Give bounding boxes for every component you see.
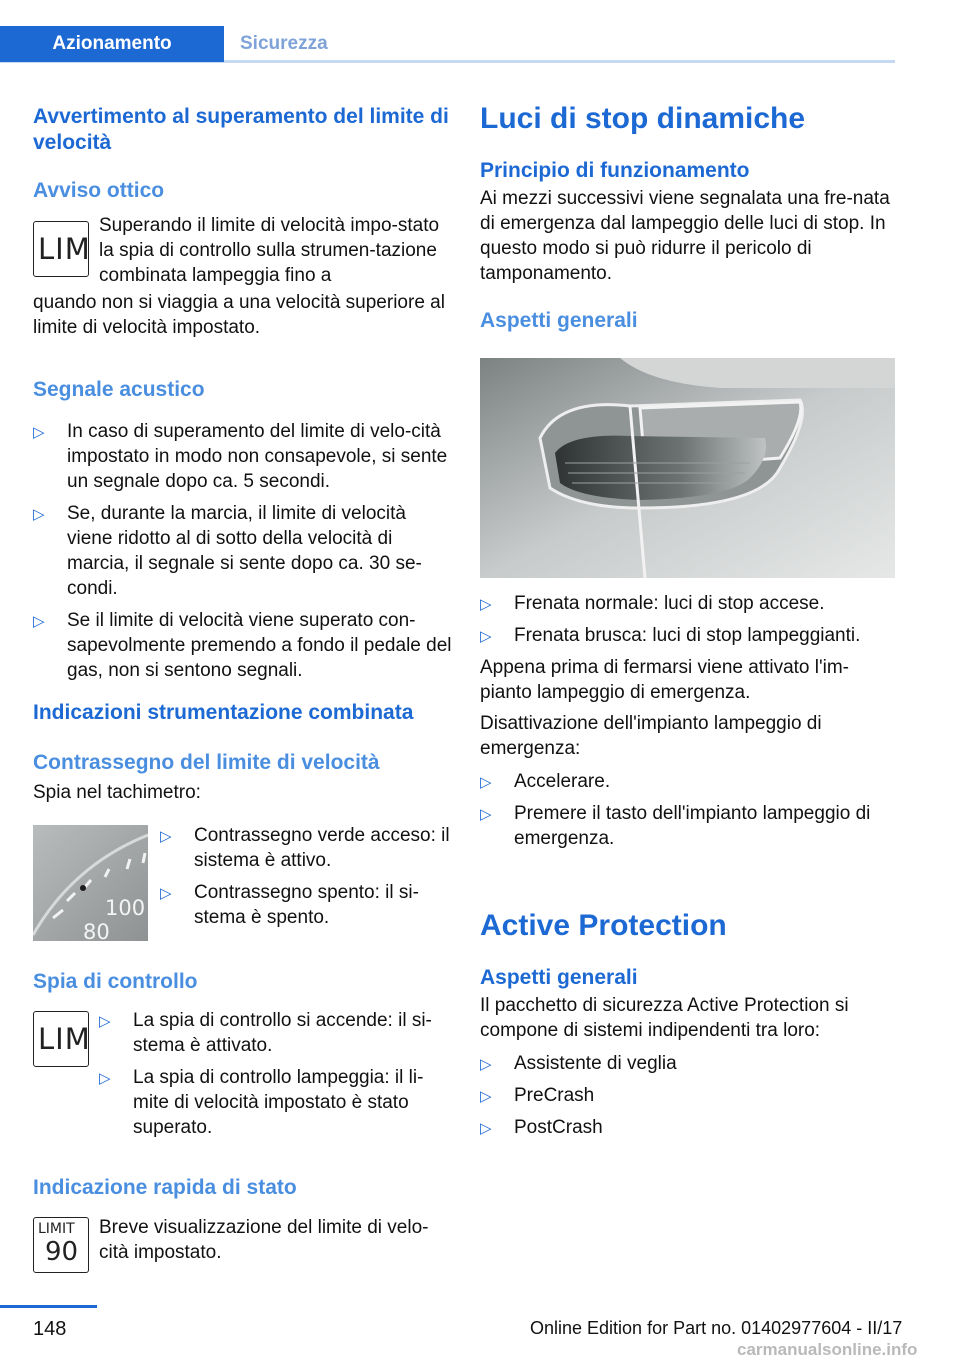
list-item-text: La spia di controllo si accende: il si-stema è attivato.: [133, 1010, 432, 1056]
list-item: [33, 501, 453, 601]
right-column: [480, 100, 895, 334]
visual-warning-section: [33, 178, 451, 204]
triangle-bullet-icon: ▷: [33, 506, 45, 523]
list-item: [33, 608, 453, 683]
triangle-bullet-icon: ▷: [480, 774, 492, 791]
list-item: [99, 1008, 451, 1058]
control-list: [99, 1008, 451, 1147]
triangle-bullet-icon: ▷: [480, 628, 492, 645]
hazard-deactivation-text: Disattivazione dell'impianto lampeggio di emergenza:: [480, 713, 822, 759]
triangle-bullet-icon: ▷: [99, 1013, 111, 1030]
list-item-text: Premere il tasto dell'impianto lampeggio di emergenza.: [514, 803, 871, 849]
list-item: [480, 591, 895, 616]
visual-warning-text: Superando il limite di velocità impo-stato la spia di controllo sulla strumen-tazione combinata lampeggia fino a: [99, 215, 440, 286]
list-item: [99, 1065, 451, 1140]
triangle-bullet-icon: ▷: [480, 1120, 492, 1137]
active-protection-text: Il pacchetto di sicurezza Active Protection si compone di sistemi indipendenti tra loro:: [480, 995, 849, 1041]
list-item: [480, 1051, 895, 1076]
triangle-bullet-icon: ▷: [160, 885, 172, 902]
principle-text: Ai mezzi successivi viene segnalata una fre-nata di emergenza dal lampeggio delle luci di stop. In questo modo si può ridurre il pericolo di tamponamento.: [480, 188, 890, 284]
gauge-label-100: 100: [105, 896, 146, 920]
heading-principle: Principio di funzionamento: [480, 159, 750, 182]
list-item: [160, 880, 452, 930]
list-item-text: La spia di controllo lampeggia: il li-mite di velocità impostato è stato superato.: [133, 1067, 424, 1138]
limit-icon-value: 90: [45, 1237, 79, 1267]
triangle-bullet-icon: ▷: [160, 828, 172, 845]
list-item: [480, 769, 895, 794]
limit-icon-label: LIMIT: [38, 1221, 75, 1237]
list-item: [480, 1115, 895, 1140]
lim-icon: [33, 1011, 89, 1067]
left-column: [33, 104, 451, 156]
gauge-label-80: 80: [83, 920, 110, 941]
tail-light-image: [480, 358, 895, 578]
heading-visual-warning: Avviso ottico: [33, 179, 165, 202]
lim-icon: [33, 221, 89, 277]
visual-warning-text-continued: quando non si viaggia a una velocità superiore al limite di velocità impostato.: [33, 292, 445, 338]
list-item-text: Accelerare.: [514, 771, 611, 792]
speed-mark-intro: Spia nel tachimetro:: [33, 782, 201, 803]
list-item: [480, 623, 895, 648]
acoustic-section: [33, 377, 453, 690]
page-number: 148: [33, 1318, 67, 1340]
list-item-text: PreCrash: [514, 1085, 595, 1106]
lim-icon-label: LIM: [38, 232, 91, 266]
header-rule: [0, 60, 895, 63]
list-item-text: Se il limite di velocità viene superato con-sapevolmente premendo a fondo il pedale del gas, non si sentono segnali.: [67, 610, 452, 681]
heading-control-light: Spia di controllo: [33, 970, 198, 993]
list-item-text: In caso di superamento del limite di velo-cità impostato in modo non consapevole, si sente un segnale dopo ca. 5 secondi.: [67, 421, 448, 492]
triangle-bullet-icon: ▷: [480, 1056, 492, 1073]
triangle-bullet-icon: ▷: [480, 1088, 492, 1105]
speed-mark-indicator: [80, 885, 86, 891]
quick-status-section: [33, 1175, 453, 1201]
heading-indications: Indicazioni strumentazione combinata: [33, 701, 414, 724]
heading-speed-mark: Contrassegno del limite di velocità: [33, 751, 380, 774]
edition-label: Online Edition for Part no. 01402977604 - II/17: [530, 1318, 903, 1338]
heading-active-general: Aspetti generali: [480, 966, 638, 989]
title-dynamic-brake-lights: Luci di stop dinamiche: [480, 102, 806, 135]
list-item: [480, 1083, 895, 1108]
list-item-text: Contrassegno verde acceso: il sistema è attivo.: [194, 825, 450, 871]
header-tabs: [0, 26, 895, 62]
triangle-bullet-icon: ▷: [33, 613, 45, 630]
footer-rule: [0, 1305, 97, 1308]
list-item-text: Frenata brusca: luci di stop lampeggianti.: [514, 625, 861, 646]
general-content: [480, 591, 895, 858]
hazard-activation-text: Appena prima di fermarsi viene attivato l'im-pianto lampeggio di emergenza.: [480, 657, 849, 703]
watermark: carmanualsonline.info: [737, 1340, 918, 1359]
tab-azionamento[interactable]: Azionamento: [0, 26, 224, 62]
title-active-protection: Active Protection: [480, 909, 727, 942]
speedometer-gauge-image: [33, 825, 148, 941]
triangle-bullet-icon: ▷: [480, 596, 492, 613]
quick-status-text: Breve visualizzazione del limite di velo-cità impostato.: [99, 1217, 429, 1263]
speed-mark-list: [160, 823, 452, 937]
list-item: [480, 801, 895, 851]
triangle-bullet-icon: ▷: [480, 806, 492, 823]
indications-section: [33, 700, 453, 805]
active-protection-section: [480, 907, 895, 1147]
heading-quick-status: Indicazione rapida di stato: [33, 1176, 297, 1199]
list-item: [33, 419, 453, 494]
control-section: [33, 969, 453, 995]
heading-acoustic: Segnale acustico: [33, 378, 205, 401]
list-item-text: Contrassegno spento: il si-stema è spento.: [194, 882, 419, 928]
triangle-bullet-icon: ▷: [33, 424, 45, 441]
list-item-text: PostCrash: [514, 1117, 603, 1138]
limit-90-icon: [33, 1217, 89, 1273]
list-item-text: Assistente di veglia: [514, 1053, 677, 1074]
list-item-text: Frenata normale: luci di stop accese.: [514, 593, 825, 614]
tab-sicurezza[interactable]: Sicurezza: [240, 33, 328, 54]
list-item-text: Se, durante la marcia, il limite di velocità viene ridotto al di sotto della velocità di marcia, il segnale si sente dopo ca. 30 se-condi.: [67, 503, 422, 599]
triangle-bullet-icon: ▷: [99, 1070, 111, 1087]
section-title-speed-warning: Avvertimento al superamento del limite di velocità: [33, 105, 449, 154]
heading-general: Aspetti generali: [480, 309, 638, 332]
lim-icon-label: LIM: [38, 1022, 91, 1056]
list-item: [160, 823, 452, 873]
